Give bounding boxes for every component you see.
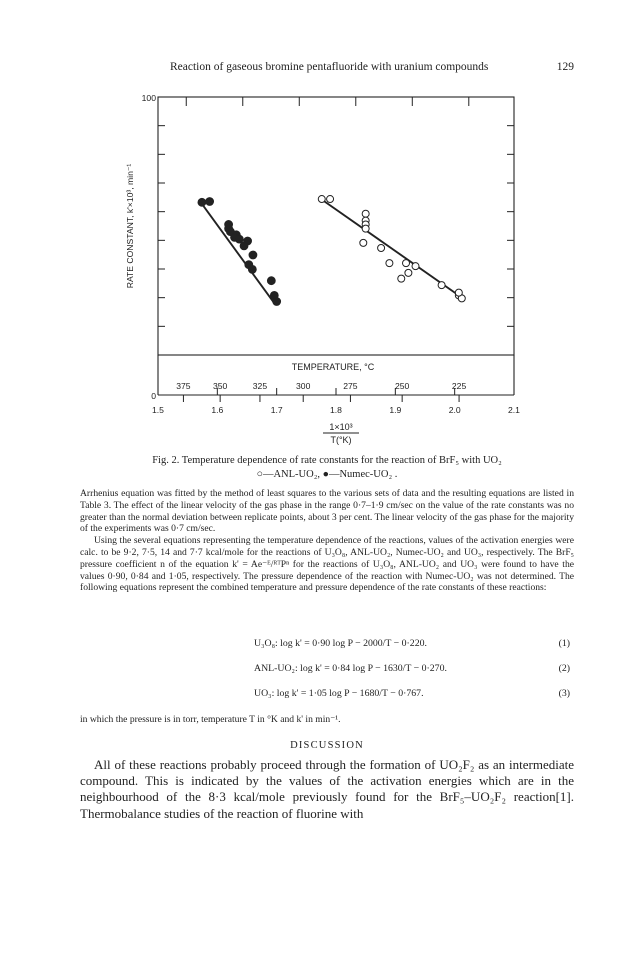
temperature-tick-label: 350 xyxy=(212,381,228,391)
x-tick-label: 1.7 xyxy=(270,405,283,415)
x-tick-label: 1.6 xyxy=(211,405,224,415)
data-point-open xyxy=(386,260,393,267)
data-point-filled xyxy=(240,242,248,250)
paragraph-activation-energies: Using the several equations representing the temperature dependence of the reactions, values of the activation energies were calc. to be 9·2, 7·5, 14 and 7·7 kcal/mole for the reactions of U₃O₈, ANL-UO₂, Numec-UO₂ and UO₃, respectively. The BrF₅ pressure coefficient n of the equation k' = Ae⁻ᴱ/ᴿᵀPⁿ for the reactions of U₃O₈, ANL-UO₂ and UO₃ were found to have the values 0·90, 0·84 and 1·05, respectively. The pressure dependence of the reaction with Numec-UO₂ was not determined. The following equations represent the combined temperature and pressure dependence of the rate constants of these reactions: xyxy=(80,535,574,594)
arrhenius-chart xyxy=(0,0,644,470)
section-heading-discussion: DISCUSSION xyxy=(290,740,364,751)
data-point-filled xyxy=(249,251,257,259)
equation-number: (3) xyxy=(558,688,570,699)
temperature-tick-label: 225 xyxy=(451,381,467,391)
equation-3 xyxy=(80,688,574,702)
data-point-open xyxy=(403,260,410,267)
discussion-text xyxy=(80,757,574,822)
temperature-tick-label: 300 xyxy=(296,381,311,391)
x-tick-label: 2.1 xyxy=(508,405,520,415)
figure-caption-line-1: Fig. 2. Temperature dependence of rate constants for the reaction of BrF₅ with UO₂ xyxy=(152,455,502,466)
data-point-filled xyxy=(267,277,275,285)
equation-text: ANL-UO₂: log k' = 0·84 log P − 1630/T − 0·270. xyxy=(254,663,447,674)
paragraph-least-squares: Arrhenius equation was fitted by the method of least squares to the various sets of data and the resulting equations are listed in Table 3. The effect of the linear velocity of the gas phase in the range 0·7–1·9 cm/sec on the value of the rate constants was no greater than the normal deviation between replicate points, about 3 per cent. The linear velocity of the gas phase for the majority of the experiments was 0·7 cm/sec. xyxy=(80,488,574,535)
temperature-axis-label: TEMPERATURE, °C xyxy=(291,362,375,372)
data-point-open xyxy=(327,196,334,203)
x-tick-label: 1.9 xyxy=(389,405,402,415)
data-point-filled xyxy=(248,266,256,274)
data-point-open xyxy=(438,282,445,289)
data-point-open xyxy=(398,275,405,282)
temperature-tick-label: 275 xyxy=(343,381,358,391)
paragraph-discussion: All of these reactions probably proceed through the formation of UO₂F₂ as an intermediate compound. This is indicated by the values of the activation energies which are in the neighbourhood of the 8·3 kcal/mole previously found for the BrF₅–UO₂F₂ reaction[1]. Thermobalance studies of the reaction of fluorine with xyxy=(80,757,574,821)
equation-2 xyxy=(80,663,574,677)
y-tick-label: 100 xyxy=(141,93,156,103)
units-note: in which the pressure is in torr, temperature T in °K and k' in min⁻¹. xyxy=(80,714,341,725)
page-number: 129 xyxy=(556,61,574,73)
y-axis-label: RATE CONSTANT, k'×10³, min⁻¹ xyxy=(125,163,135,289)
data-point-open xyxy=(318,196,325,203)
running-title: Reaction of gaseous bromine pentafluoride with uranium compounds xyxy=(170,61,489,73)
x-tick-label: 1.8 xyxy=(330,405,342,415)
data-point-filled xyxy=(206,198,214,206)
data-point-open xyxy=(378,245,385,252)
fit-line xyxy=(199,200,276,305)
data-point-open xyxy=(412,263,419,270)
equation-text: U₃O₈: log k' = 0·90 log P − 2000/T − 0·220. xyxy=(254,638,427,649)
equation-number: (1) xyxy=(558,638,570,649)
temperature-tick-label: 325 xyxy=(252,381,268,391)
data-point-filled xyxy=(273,298,281,306)
temperature-tick-label: 250 xyxy=(394,381,410,391)
data-point-filled xyxy=(198,198,206,206)
data-point-open xyxy=(360,239,367,246)
equation-1 xyxy=(80,638,574,652)
x-axis-label-numerator: 1×10³ xyxy=(329,422,353,432)
data-point-open xyxy=(362,225,369,232)
plot-frame xyxy=(158,97,514,355)
data-point-open xyxy=(405,269,412,276)
x-axis-label-denominator: T(°K) xyxy=(330,435,352,445)
y-tick-label: 0 xyxy=(151,391,156,401)
data-point-open xyxy=(362,210,369,217)
x-tick-label: 1.5 xyxy=(152,405,164,415)
results-text xyxy=(80,488,574,594)
temperature-tick-label: 375 xyxy=(176,381,191,391)
equation-number: (2) xyxy=(558,663,570,674)
data-point-open xyxy=(455,289,462,296)
data-point-filled xyxy=(235,235,243,243)
equation-text: UO₃: log k' = 1·05 log P − 1680/T − 0·767. xyxy=(254,688,424,699)
x-tick-label: 2.0 xyxy=(448,405,461,415)
figure-caption xyxy=(80,454,574,482)
figure-caption-line-2: ○—ANL-UO₂, ●—Numec-UO₂ . xyxy=(256,469,398,480)
